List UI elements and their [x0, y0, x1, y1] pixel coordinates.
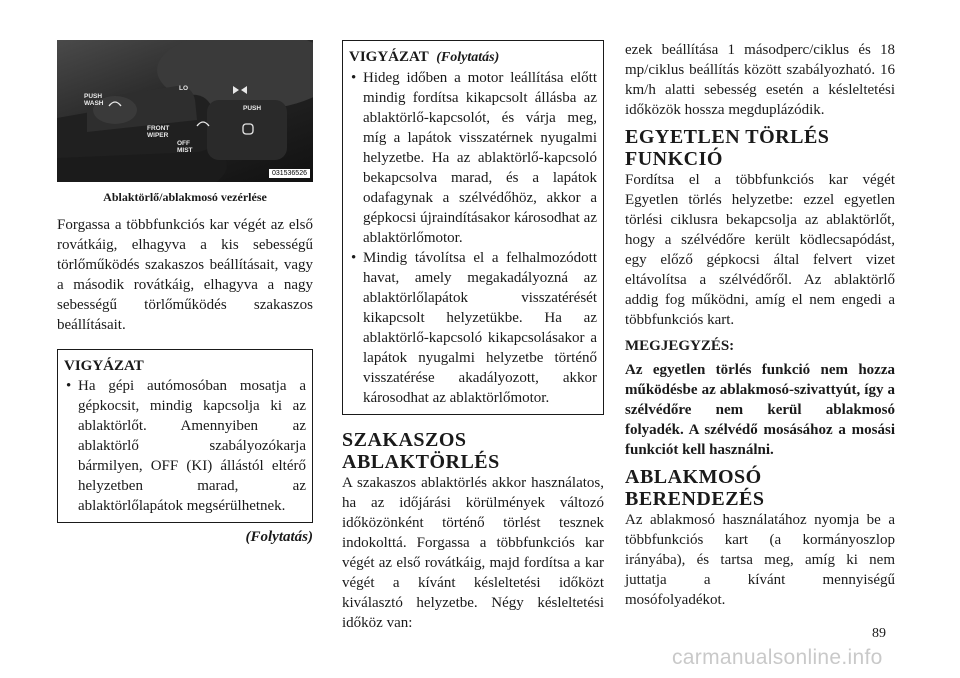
column-middle — [342, 40, 604, 633]
wiper-control-photo — [57, 40, 313, 182]
continued-paragraph: ezek beállítása 1 másodperc/ciklus és 18 mp/ciklus beállítás között szabályozható. 16 km/h alatti sebesség esetén a késleltetési időközök hossza megduplázódik. — [625, 42, 895, 118]
wiper-stalk-illustration — [57, 40, 313, 182]
intro-paragraph: Forgassa a többfunkciós kar végét az első rovátkáig, elhagyva a kis sebességű törlőműködés szakaszos beállításait, vagy a második rovátkáig, elhagyva a nagy sebességű törlőműködés szakaszos beállításait. — [57, 217, 313, 333]
single-wipe-paragraph: Fordítsa el a többfunkciós kar végét Egyetlen törlés helyzetbe: ezzel egyetlen törlési ciklusra bekapcsolja az ablaktörlőt, hogy a szélvédőre került ködlecsapódást, egy előző gépkocsi által felvert vizet eltávolítsa a szélvédőről. Az ablaktörlő addig fog működni, amíg el nem engedi a többfunkciós kart. — [625, 172, 895, 328]
section-heading-single-wipe: EGYETLEN TÖRLÉS FUNKCIÓ — [625, 126, 830, 170]
caution-box-continued — [342, 40, 604, 415]
caution-box — [57, 349, 313, 523]
caution-item: • Ha gépi autómosóban mosatja a gépkocsit, mindig kapcsolja ki az ablaktörlőt. Amennyiben az ablaktörlő szabályozókarja bármilyen, OFF (KI) állástól eltérő helyzetben marad, az ablaktörlőlapátok megsérülhetnek. — [64, 376, 306, 516]
note-title: MEGJEGYZÉS: — [625, 338, 735, 354]
svg-text:WASH: WASH — [84, 100, 104, 107]
front-wiper-label: FRONT — [147, 125, 170, 132]
note-paragraph: Az egyetlen törlés funkció nem hozza működésbe az ablakmosó-szivattyút, így a szélvédőre nem kerül ablakmosó folyadék. A szélvédő mosásához a mosási funkciót kell használni. — [625, 362, 895, 458]
page-number: 89 — [872, 626, 886, 641]
figure-caption: Ablaktörlő/ablakmosó vezérlése — [103, 190, 267, 204]
image-code: 031536526 — [269, 169, 310, 178]
caution-list — [64, 376, 306, 516]
svg-text:WIPER: WIPER — [147, 132, 169, 139]
lo-label: LO — [179, 85, 189, 92]
caution-item: • Mindig távolítsa el a felhalmozódott havat, amely megakadályozná az ablaktörlőlapátok visszatérését kikapcsolt helyzetükbe. Ha az ablaktörlő-kapcsoló kikapcsolásakor a lapátok nyugalmi helyzetbe történő visszatérése akadályozott, akkor károsodhat az ablaktörlőmotor. — [349, 248, 597, 408]
caution-continued-label: (Folytatás) — [436, 50, 500, 65]
caution-title: VIGYÁZAT — [64, 358, 144, 374]
push-label: PUSH — [243, 105, 262, 112]
intermittent-paragraph: A szakaszos ablaktörlés akkor használatos, ha az időjárási körülmények változó időközönként történő törlést tesznek indokolttá. Forgassa a többfunkciós kar végét az első rovátkáig, majd fordítsa a kar végét a kívánt késleltetési időközt kiválasztó helyzetbe. Négy késleltetési időköz van: — [342, 475, 604, 631]
column-left — [57, 40, 313, 546]
washer-paragraph: Az ablakmosó használatához nyomja be a többfunkciós kart (a kormányoszlop irányába), és tartsa meg, amíg ki nem juttatja a kívánt mennyiségű mosófolyadékot. — [625, 512, 895, 608]
continued-label: (Folytatás) — [245, 529, 313, 545]
caution-title-text: VIGYÁZAT — [349, 49, 429, 65]
svg-text:MIST: MIST — [177, 147, 193, 154]
section-heading-washer: ABLAKMOSÓ BERENDEZÉS — [625, 466, 765, 510]
watermark: carmanualsonline.info — [672, 646, 883, 669]
column-right — [625, 40, 895, 610]
push-wash-label: PUSH — [84, 93, 103, 100]
section-heading-intermittent: SZAKASZOS ABLAKTÖRLÉS — [342, 429, 500, 473]
caution-title — [349, 47, 597, 68]
off-mist-label: OFF — [177, 140, 190, 147]
caution-item: • Hideg időben a motor leállítása előtt mindig fordítsa kikapcsolt állásba az ablaktörlő-kapcsolót, és várja meg, míg a lapátok visszatérnek nyugalmi helyzetbe. Ha az ablaktörlő-kapcsoló bekapcsolva marad, és a lapátok odafagynak a szélvédőhöz, akkor a gépkocsi újraindításakor károsodhat az ablaktörlőmotor. — [349, 68, 597, 248]
caution-list — [349, 68, 597, 408]
